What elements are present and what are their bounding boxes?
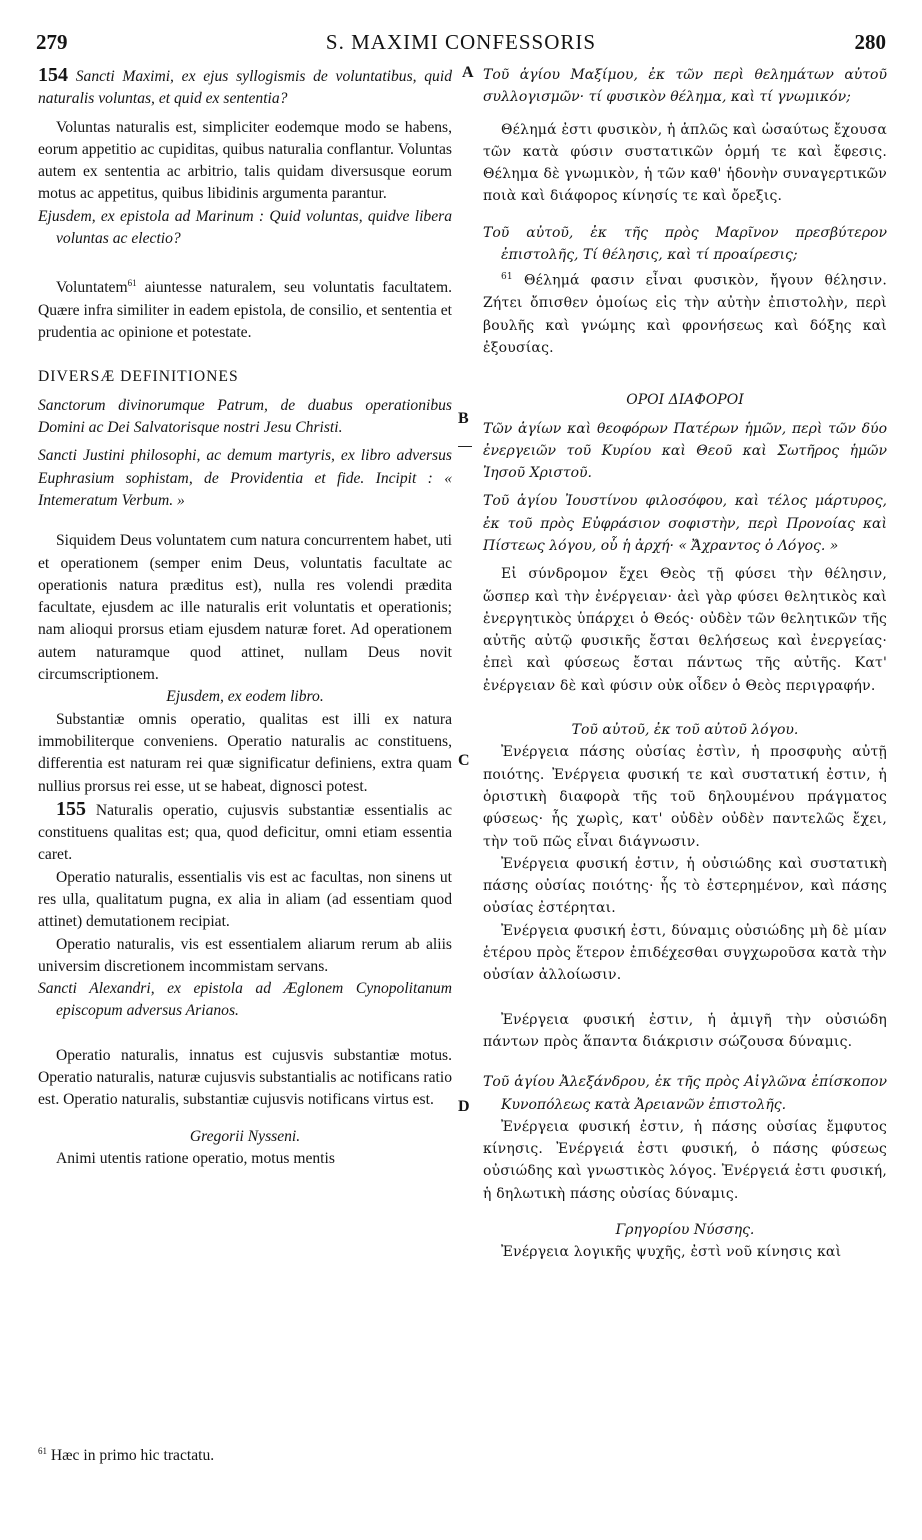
greek-source-heading: Τῶν ἁγίων καὶ θεοφόρων Πατέρων ἡμῶν, περὶ τῶν δύο ἐνεργειῶν τοῦ Κυρίου καὶ Θεοῦ καὶ Σωτῆρος ἡμῶν Ἰησοῦ Χριστοῦ. — [483, 420, 887, 482]
latin-paragraph: Siquidem Deus voluntatem cum natura concurrentem habet, uti et operationem (semper enim Deus, voluntatis facultate ac operationis natura præditus est), nulla res volendi prædita facultate, ejusdem ac ille naturalis erit voluntatis et operationis; nam alioqui prorsus etiam ejusdem naturæ foret. Ad operationem autem naturamque quod attinet, nullam Deus novit circumscriptionem. — [38, 532, 452, 684]
footnote-reference: 61 — [127, 278, 137, 289]
latin-paragraph: Voluntatem$^{61}$ aiuntesse naturalem, seu voluntatis facultatem. Quære infra similiter in eadem epistola, de consilio, et sententia et prudentia ac opinione et potestate. — [38, 278, 452, 342]
greek-source-heading: Γρηγορίου Νύσσης. — [615, 1222, 755, 1239]
running-header — [0, 30, 922, 58]
footnote-text: Hæc in primo hic tractatu. — [47, 1447, 215, 1465]
section-number: 154 — [38, 64, 68, 86]
greek-paragraph: Ἐνέργεια φυσική ἐστιν, ἡ πάσης οὐσίας ἔμφυτος κίνησις. Ἐνέργειά ἐστι φυσική, ὁ πάσης φύσεως οὐσιώδης καὶ γνωστικὸς λόγος. Ἐνέργειά ἐστι φυσική, ἡ δηλωτικὴ πάσης οὐσίας δύναμις. — [483, 1118, 887, 1202]
footnote-reference: 61 — [501, 272, 513, 283]
latin-paragraph: Operatio naturalis, essentialis vis est ac facultas, non sinens ut res ulla, qualitatum pugna, ex alia in aliam (ad essentiam quod attinet) demutationem recipiat. — [38, 868, 452, 931]
greek-paragraph: Θέλημά ἐστι φυσικὸν, ἡ ἁπλῶς καὶ ὡσαύτως ἔχουσα τῶν κατὰ φύσιν συστατικῶν ὁρμή τε καὶ ἔφεσις. Θέλημα δὲ γνωμικὸν, ἡ τῶν καθ' ἡδονὴν συναγερτικῶν ποιὰ καὶ διάφορος κίνησίς τε καὶ ὄρεξις. — [483, 121, 887, 205]
latin-paragraph: Operatio naturalis, vis est essentialem aliarum rerum ab aliis universim discretionem incommistam servans. — [38, 935, 452, 975]
footnote — [38, 1446, 214, 1465]
margin-letter-d: D — [458, 1098, 470, 1115]
latin-paragraph: Operatio naturalis, innatus est cujusvis substantiæ motus. Operatio naturalis, naturæ cujusvis substantialis ac notificans ratio est. Operatio naturalis, substantiæ cujusvis notificans virtus est. — [38, 1046, 453, 1109]
page-number-right: 280 — [854, 30, 886, 54]
latin-paragraph: Animi utentis ratione operatio, motus mentis — [56, 1149, 335, 1167]
latin-paragraph: Voluntas naturalis est, simpliciter eodemque modo se habens, eorum appetitio ac cupiditas, quibus naturalia conflantur. Voluntas autem ex sententia ac arbitrio, talis quidam diversusque eorum motus ac appetitus, quibus libidinis argumenta parantur. — [38, 118, 452, 203]
greek-source-heading: Τοῦ ἁγίου Ἀλεξάνδρου, ἐκ τῆς πρὸς Αἰγλῶνα ἐπίσκοπον Κυνοπόλεως κατὰ Ἀρειανῶν ἐπιστολῆς. — [483, 1074, 887, 1113]
latin-source-heading: Gregorii Nysseni. — [189, 1127, 301, 1145]
greek-section-heading: Τοῦ ἁγίου Μαξίμου, ἐκ τῶν περὶ θελημάτων αὐτοῦ συλλογισμῶν· τί φυσικὸν θέλημα, καὶ τί γνωμικόν; — [483, 67, 887, 106]
greek-paragraph: Ἐνέργεια φυσική ἐστι, δύναμις οὐσιώδης μὴ δὲ μίαν ἑτέρου πρὸς ἕτερον ἐπιδέχεσθαι συγχωροῦσα κατὰ τὴν οὐσίαν ἀλλοίωσιν. — [483, 922, 887, 984]
footnote-mark: 61 — [38, 1446, 47, 1456]
greek-source-heading: Τοῦ ἁγίου Ἰουστίνου φιλοσόφου, καὶ τέλος μάρτυρος, ἐκ τοῦ πρὸς Εὐφράσιον σοφιστὴν, περὶ Προνοίας καὶ Πίστεως λόγου, οὗ ἡ ἀρχή· « Ἄχραντος ὁ Λόγος. » — [483, 493, 887, 554]
running-title: S. MAXIMI CONFESSORIS — [325, 30, 597, 54]
latin-source-heading: Sancti Justini philosophi, ac demum martyris, ex libro adversus Euphrasium sophistam, de Providentia et fide. Incipit : « Intemeratum Verbum. » — [38, 447, 452, 509]
greek-paragraph: Ἐνέργεια φυσική ἐστιν, ἡ οὐσιώδης καὶ συστατικὴ πάσης οὐσίας ποιότης· ἧς τὸ ἐστερημένον, καὶ πάσης οὐσίας ἐστέρηται. — [483, 855, 887, 917]
latin-paragraph: 155 Naturalis operatio, cujusvis substantiæ essentialis ac constituens qualitas est; qua, quod deficitur, omni etiam essentia caret. — [38, 797, 452, 864]
greek-paragraph: Ἐνέργεια πάσης οὐσίας ἐστὶν, ἡ προσφυὴς αὐτῇ ποιότης. Ἐνέργεια φυσική τε καὶ συστατική ἐστιν, ἡ ὁριστικὴ διαφορὰ τῆς τοῦ δηλουμένου πράγματος φύσεως· ἧς χωρὶς, κατ' οὐδὲν οὐδὲν παντελῶς ἔχει, τὴν τοῦ πῶς εἶναι διάγνωσιν. — [483, 744, 887, 850]
greek-column — [483, 64, 887, 1264]
latin-paragraph: Substantiæ omnis operatio, qualitas est illi ex natura immobiliterque conveniens. Operatio naturalis ac constituens, differentia est naturam rei quæ significatur definiens, extra quam nullius prorsus rei esse, ut se habeat, dignosci potest. — [38, 710, 452, 795]
greek-paragraph: Εἰ σύνδρομον ἔχει Θεὸς τῇ φύσει τὴν θέλησιν, ὥσπερ καὶ τὴν ἐνέργειαν· ἀεὶ γὰρ φύσει θελητικὸς καὶ ἐνεργητικὸς ὑπάρχει ὁ Θεός· οὐδὲν τῶν θελητικῶν τῆς αὐτῆς αὐτῷ φυσικῆς ἔσται θελήσεως καὶ ἐνεργείας· ἐπεὶ καὶ φύσεως ἔσται πάντως τῆς αὐτῆς. Κατ' ἐνέργειαν δὲ καὶ φύσιν οὐκ οἶδεν ὁ Θεὸς περιγραφήν. — [483, 566, 887, 694]
page-number-left: 279 — [36, 30, 68, 54]
greek-source-heading: Τοῦ αὐτοῦ, ἐκ τοῦ αὐτοῦ λόγου. — [571, 722, 799, 739]
latin-section-heading: 154 Sancti Maximi, ex ejus syllogismis de voluntatibus, quid naturalis voluntas, et quid ex sententia? — [38, 64, 452, 108]
section-number: 155 — [56, 797, 86, 820]
latin-column — [38, 64, 452, 1170]
margin-letter-b: B — [458, 410, 469, 427]
latin-source-heading: Ejusdem, ex epistola ad Marinum : Quid voluntas, quidve libera voluntas ac electio? — [38, 207, 452, 248]
greek-paragraph: $^{61}$ Θέλημά φασιν εἶναι φυσικὸν, ἤγουν θέλησιν. Ζήτει ὄπισθεν ὁμοίως εἰς τὴν αὐτὴν ἐπιστολὴν, περὶ βουλῆς καὶ γνώμης καὶ φρονήσεως καὶ δόξης καὶ ἐξουσίας. — [483, 272, 887, 356]
greek-paragraph: Ἐνέργεια φυσική ἐστιν, ἡ ἀμιγῆ τὴν οὐσιώδη πάντων πρὸς ἅπαντα διάκρισιν σώζουσα δύναμις. — [483, 1011, 887, 1050]
greek-paragraph: Ἐνέργεια λογικῆς ψυχῆς, ἐστὶ νοῦ κίνησις καὶ — [501, 1244, 842, 1261]
latin-source-heading: Sanctorum divinorumque Patrum, de duabus operationibus Domini ac Dei Salvatorisque nostri Jesu Christi. — [38, 396, 452, 437]
margin-letter-a: A — [462, 64, 474, 81]
latin-source-heading: Ejusdem, ex eodem libro. — [166, 688, 324, 706]
latin-main-heading: DIVERSÆ DEFINITIONES — [38, 368, 239, 386]
latin-source-heading: Sancti Alexandri, ex epistola ad Æglonem Cynopolitanum episcopum adversus Arianos. — [38, 980, 452, 1020]
margin-letter-c: C — [458, 752, 470, 769]
greek-source-heading: Τοῦ αὐτοῦ, ἐκ τῆς πρὸς Μαρῖνον πρεσβύτερον ἐπιστολῆς, Τί θέλησις, καὶ τί προαίρεσις; — [483, 224, 887, 264]
column-rule — [458, 446, 472, 447]
greek-main-heading: ΟΡΟΙ ΔΙΑΦΟΡΟΙ — [626, 392, 744, 409]
